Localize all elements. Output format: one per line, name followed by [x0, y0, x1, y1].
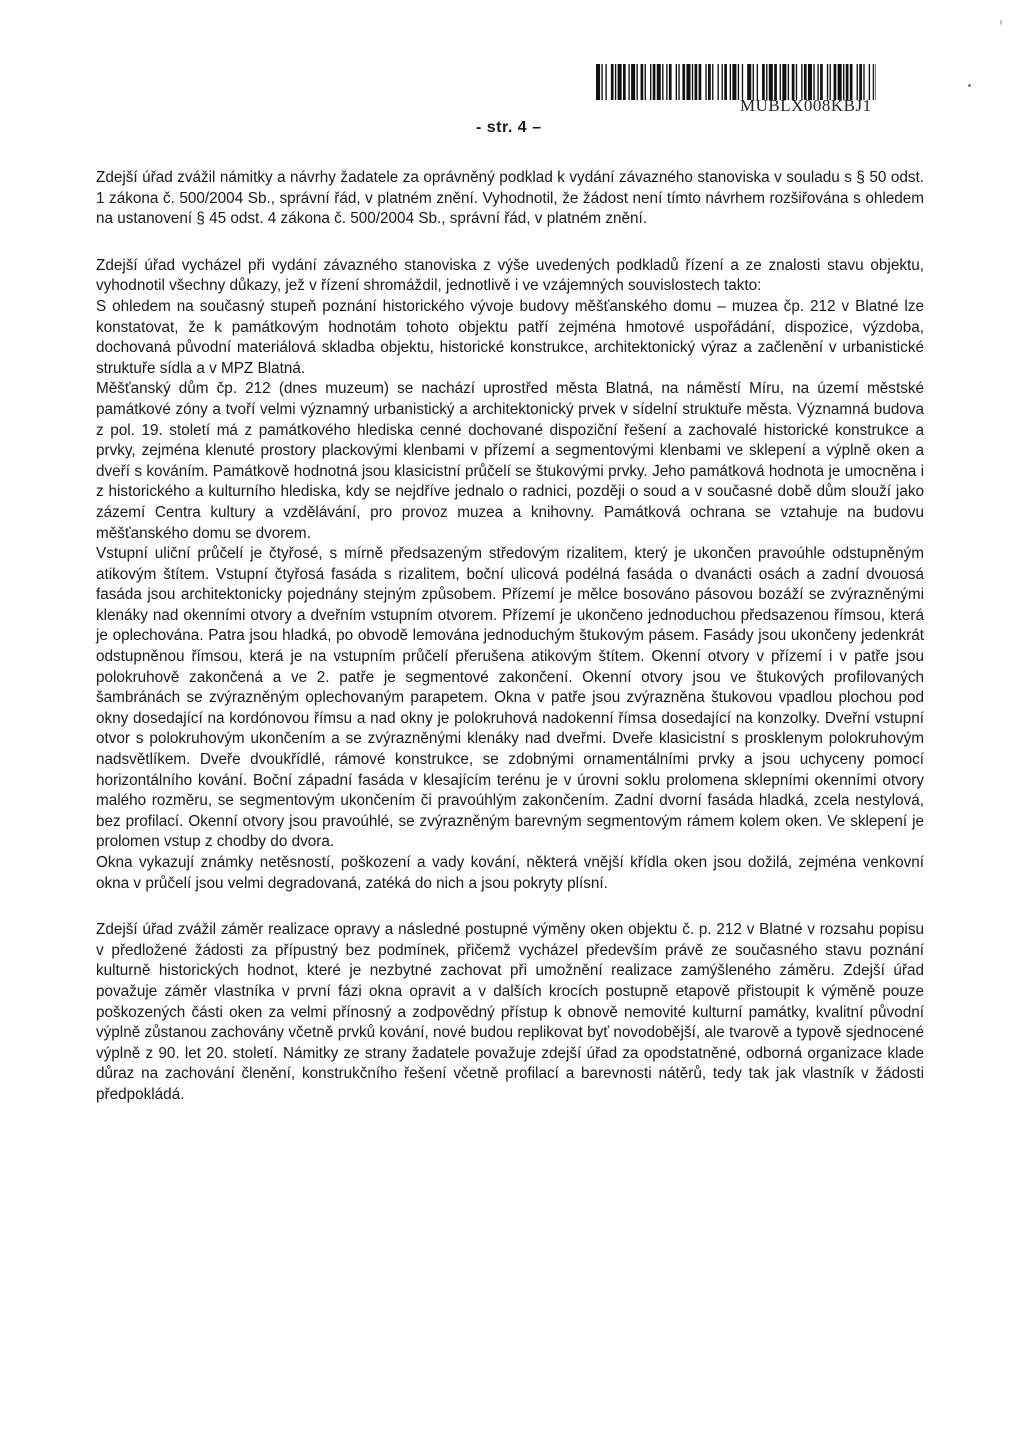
barcode-bar: [732, 64, 736, 100]
barcode-bar: [669, 64, 672, 100]
barcode-bar: [631, 64, 635, 100]
barcode-bar: [692, 64, 693, 100]
paragraph-building-description: Měšťanský dům čp. 212 (dnes muzeum) se nachází uprostřed města Blatná, na náměstí Míru, na území městské památkové zóny a tvoří velmi významný urbanistický a architektonický prvek v sídelní struktuře města. Významná budova z pol. 19. století má z památkového hlediska cenné dochované dispoziční řešení a zachovalé historické konstrukce a prvky, zejména klenuté prostory plackovými klenbami v přízemí a segmentovými klenbami ve sklepení a výplně oken a dveří s kováním. Památkově hodnotná jsou klasicistní průčelí se štukovými prvky. Jeho památková hodnota je umocněna i z historického a kulturního hlediska, kdy se nejdříve jednalo o radnici, později o soud a v současné době dům slouží jako zázemí Centra kultury a vzdělávání, pro provoz muzea a knihovny. Památková ochrana se vztahuje na budovu měšťanského domu se dvorem.: [96, 380, 924, 542]
barcode-bar: [605, 64, 606, 100]
barcode-bar: [830, 64, 831, 100]
paragraph-heritage-values: S ohledem na současný stupeň poznání historického vývoje budovy měšťanského domu – muzea čp. 212 v Blatné lze konstatovat, že k památkovým hodnotám tohoto objektu patří zejména hmotové uspořádání, dispozice, výzdoba, dochovaná původní materiálová skladba objektu, historické konstrukce, architektonický výraz a začlenění v urbanistické struktuře sídla a v MPZ Blatná.: [96, 297, 924, 377]
page-number: - str. 4 –: [476, 119, 542, 136]
paragraph-objections: Zdejší úřad zvážil námitky a návrhy žadatele za oprávněný podklad k vydání závazného stanoviska v souladu s § 50 odst. 1 zákona č. 500/2004 Sb., správní řád, v platném znění. Vyhodnotil, že žádost není tímto návrhem rozšiřována s ohledem na ustanovení § 45 odst. 4 zákona č. 500/2004 Sb., správní řád, v platném znění.: [96, 169, 924, 228]
barcode-bar: [682, 64, 685, 100]
scan-speck: [1000, 20, 1002, 25]
barcode-bar: [596, 64, 600, 100]
barcode-bar: [804, 64, 807, 100]
barcode-bar: [850, 64, 853, 100]
body-text: [96, 168, 924, 1106]
barcode-bar: [653, 64, 656, 100]
barcode-bar: [686, 64, 690, 100]
barcode-bar: [792, 64, 795, 100]
paragraph-facade-description: Vstupní uliční průčelí je čtyřosé, s mírně předsazeným středovým rizalitem, který je ukončen pravoúhle odstupněným atikovým štítem. Vstupní čtyřosá fasáda s rizalitem, boční ulicová podélná fasáda o dvanácti osách a zadní dvouosá fasáda jsou architektonicky pojednány stejným způsobem. Přízemí je mělce bosováno pásovou bozáží se zvýrazněnými klenáky nad okenními otvory a dveřním vstupním otvorem. Přízemí je ukončeno jednoduchou předsazenou římsou, která je oplechována. Patra jsou hladká, po obvodě lemována jednoduchým štukovým pásem. Fasády jsou ukončeny jedenkrát odstupněnou římsou, která je na vstupním průčelí přerušena atikovým štítem. Okenní otvory v přízemí i v patře jsou polokruhově zakončená a ve 2. patře je segmentové zakončení. Okenní otvory jsou ve štukových profilovaných šambránách se zvýrazněným oplechovaným parapetem. Okna v patře jsou zvýrazněna štukovou vpadlou plochou pod okny dosedající na kordónovou římsu a nad okny je polokruhová nadokenní římsa dosedající na konzolky. Dveřní vstupní otvor s polokruhovým ukončením a se zvýrazněnými klenáky nad dveřmi. Dveře klasicistní s prosklenym polokruhovým nadsvětlíkem. Dveře dvoukřídlé, rámové konstrukce, se zdobnými ornamentálními prvky a jsou uchyceny pomocí horizontálního kování. Boční západní fasáda v klesajícím terénu je v úrovni soklu prolomena sklepními okenními otvory malého rozměru, se segmentovým ukončením či pravoúhlým zakončením. Zadní dvorní fasáda hladká, zcela nestylová, bez profilací. Okenní otvory jsou pravoúhlé, se zvýrazněným barevným segmentovým rámem kolem oken. Ve sklepení je prolomen vstup z chodby do dvora.: [96, 545, 924, 851]
barcode-bar: [705, 64, 706, 100]
barcode-bar: [742, 64, 743, 100]
barcode-bar: [641, 64, 644, 100]
barcode-bar: [678, 64, 679, 100]
barcode-bar: [820, 64, 823, 100]
barcode-bar: [863, 64, 864, 100]
barcode-bar: [813, 64, 814, 100]
barcode-bar: [718, 64, 719, 100]
barcode-bar: [875, 64, 876, 100]
barcode-bar: [618, 64, 622, 100]
barcode-bar: [695, 64, 698, 100]
barcode-bar: [730, 64, 731, 100]
paragraph-decision: Zdejší úřad zvážil záměr realizace opravy a následné postupné výměny oken objektu č. p. 212 v Blatné v rozsahu popisu v předložené žádosti za přípustný bez podmínek, přičemž vycházel především právě ze současného stavu poznání kulturně historických hodnot, které je nezbytné zachovat při umožnění realizace zamýšleného záměru. Zdejší úřad považuje záměr vlastníka v první fázi okna opravit a v dalších krocích postupně etapově přistoupit k výměně pouze poškozených části oken za velmi přínosný a zodpovědný přístup k obnově nemovité kulturní památky, kvalitní původní výplně zůstanou zachovány včetně prvků kování, nové budou replikovat byť novodobější, ale tvarově a typově sjednocené výplně z 90. let 20. století. Námitky ze strany žadatele považuje zdejší úřad za opodstatněné, odborná organizace klade důraz na zachování členění, konstrukčního řešení včetně profilací a barevnosti nátěrů, tedy tak jak vlastník v žádosti předpokládá.: [96, 921, 924, 1103]
scan-speck: [968, 84, 971, 87]
barcode-bar: [873, 64, 874, 100]
barcode-bar: [637, 64, 638, 100]
barcode-bar: [808, 64, 812, 100]
barcode-bar: [645, 64, 646, 100]
barcode-bar: [766, 64, 767, 100]
barcode-bar: [834, 64, 837, 100]
barcode-bar: [623, 64, 626, 100]
barcode-bar: [650, 64, 651, 100]
barcode-bar: [747, 64, 751, 100]
barcode-bar: [724, 64, 727, 100]
barcode-bar: [782, 64, 786, 100]
paragraph-window-condition: Okna vykazují známky netěsností, poškození a vady kování, některá vnější křídla oken jsou dožilá, zejména venkovní okna v průčelí jsou velmi degradovaná, zatéká do nich a jsou pokryty plísní.: [96, 854, 924, 892]
barcode-bar: [708, 64, 711, 100]
barcode: [596, 64, 876, 100]
barcode-bar: [843, 64, 844, 100]
barcode-bar: [838, 64, 842, 100]
barcode-bar: [676, 64, 677, 100]
barcode-bar: [801, 64, 802, 100]
barcode-bar: [662, 64, 663, 100]
barcode-bar: [657, 64, 661, 100]
barcode-bar: [611, 64, 614, 100]
document-id: MUBLX008KBJ1: [740, 96, 872, 115]
barcode-bar: [780, 64, 781, 100]
barcode-bar: [753, 64, 754, 100]
barcode-bar: [857, 64, 858, 100]
barcode-bar: [615, 64, 616, 100]
barcode-bar: [722, 64, 723, 100]
barcode-bar: [712, 64, 713, 100]
barcode-bar: [762, 64, 765, 100]
barcode-bar: [796, 64, 797, 100]
barcode-bar: [666, 64, 667, 100]
barcode-bar: [817, 64, 818, 100]
barcode-bar: [601, 64, 602, 100]
barcode-bar: [859, 64, 862, 100]
paragraph-basis: Zdejší úřad vycházel při vydání závazného stanoviska z výše uvedených podkladů řízení a ze znalosti stavu objektu, vyhodnotil všechny důkazy, jež v řízení shromáždil, jednotlivě i ve vzájemných souvislostech takto:: [96, 256, 924, 295]
barcode-bar: [738, 64, 739, 100]
barcode-bar: [788, 64, 789, 100]
barcode-bar: [757, 64, 758, 100]
barcode-bar: [628, 64, 629, 100]
barcode-bar: [769, 64, 773, 100]
barcode-bar: [827, 64, 828, 100]
barcode-bar: [699, 64, 702, 100]
barcode-bar: [846, 64, 849, 100]
barcode-bar: [869, 64, 870, 100]
barcode-bar: [774, 64, 777, 100]
